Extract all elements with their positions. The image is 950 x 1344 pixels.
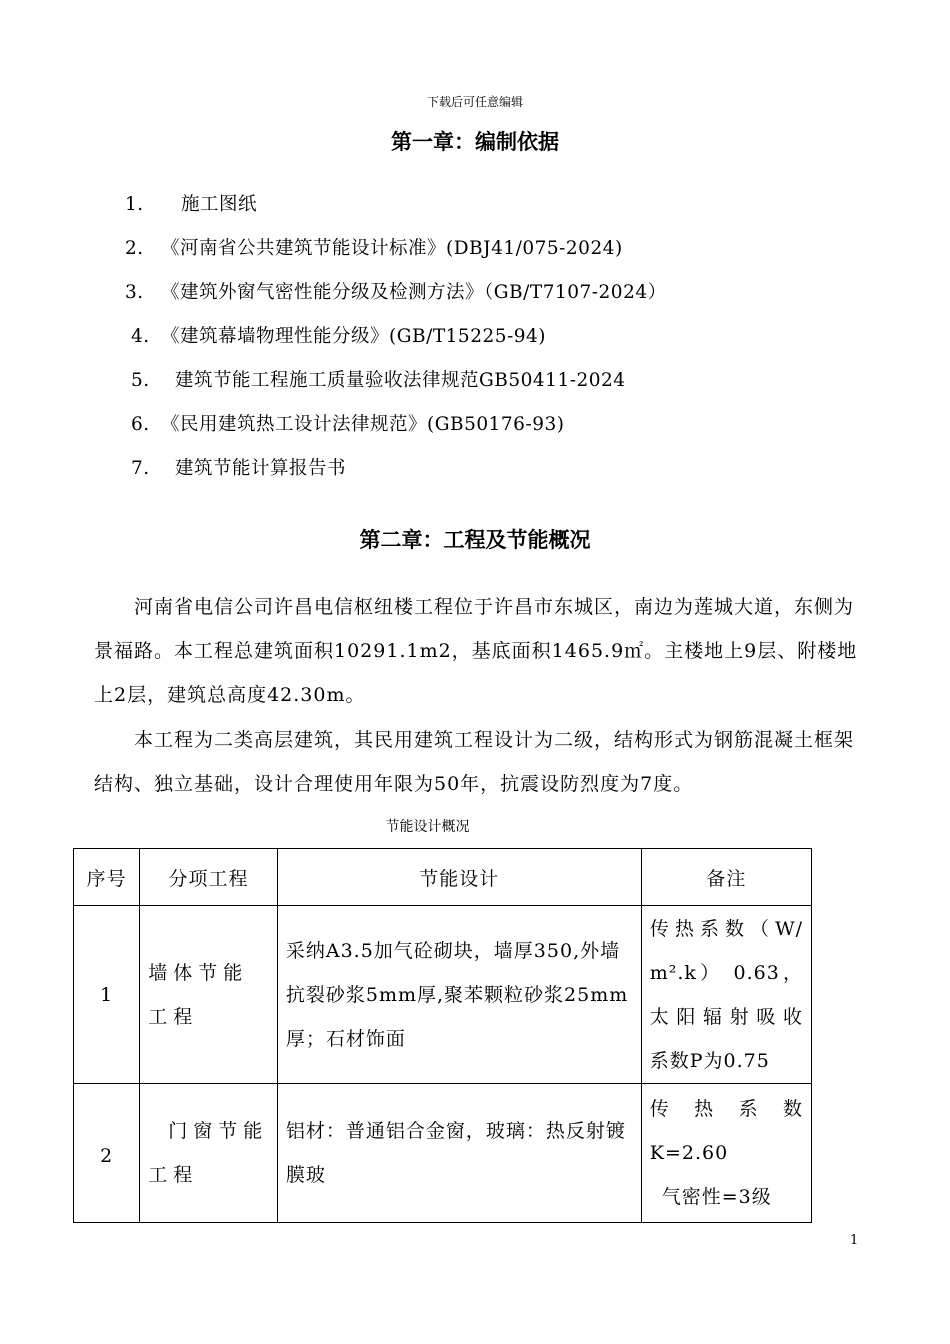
header-note: 下载后可任意编辑 [426,95,523,109]
header-design: 节能设计 [277,849,641,906]
row-note-cell [641,1084,811,1223]
row-design-cell [277,1084,641,1223]
row-item-cell [140,1084,278,1223]
list-item-text: 建筑节能计算报告书 [175,458,347,479]
list-item [125,190,257,224]
header-item: 分项工程 [140,849,278,906]
list-item-text: 《建筑幕墙物理性能分级》(GB/T15225-94) [161,326,547,347]
header-no: 序号 [74,849,140,906]
list-item-number: 7. [131,458,150,479]
row-design: 铝材：普通铝合金窗，玻璃：热反射镀膜玻 [285,1120,626,1186]
table-header-row [74,849,812,906]
list-item-number: 4. [131,326,150,347]
list-item-text: 《河南省公共建筑节能设计标准》(DBJ41/075-2024) [161,238,623,259]
page-number: 1 [850,1233,859,1248]
row-note-cell [641,906,811,1084]
list-item-number: 3. [125,282,144,303]
list-item-number: 1. [125,194,144,215]
row-item: 墙体节能工程 [148,961,249,1028]
list-item-text: 《建筑外窗气密性能分级及检测方法》（GB/T7107-2024） [161,282,667,303]
list-item-number: 5. [131,370,150,391]
list-item-text: 施工图纸 [181,194,258,215]
header-note-col: 备注 [641,849,811,906]
project-structure-paragraph: 本工程为二类高层建筑，其民用建筑工程设计为二级，结构形式为钢筋混凝土框架结构、独立基础，设计合理使用年限为50年，抗震设防烈度为7度。 [94,729,855,795]
energy-design-table [73,848,812,1223]
list-item [125,234,623,268]
row-note-line: m².k） 0.63， [649,961,803,984]
row-note-line: 传热系数 [649,1098,803,1120]
list-item-text: 《民用建筑热工设计法律规范》(GB50176-93) [161,414,565,435]
list-item-number: 2. [125,238,144,259]
row-item: 门窗节能工程 [148,1120,269,1186]
row-note-line: 传热系数（W/ [649,917,803,940]
row-note-line: 气密性=3级 [661,1186,772,1208]
row-note-line: 太阳辐射吸收 [649,1005,803,1028]
chapter-1-title: 第一章：编制依据 [391,130,559,154]
row-no: 2 [74,1084,140,1223]
row-design: 采纳A3.5加气砼砌块，墙厚350,外墙抗裂砂浆5mm厚,聚苯颗粒砂浆25mm厚；石材饰面 [285,939,629,1050]
row-design-cell [277,906,641,1084]
list-item-number: 6. [131,414,150,435]
row-note-line: K=2.60 [649,1142,729,1164]
chapter-2-title: 第二章：工程及节能概况 [359,528,591,552]
row-item-cell [140,906,278,1084]
project-overview-paragraph: 河南省电信公司许昌电信枢纽楼工程位于许昌市东城区，南边为莲城大道，东侧为景福路。本工程总建筑面积10291.1m2，基底面积1465.9㎡。主楼地上9层、附楼地上2层，建筑总高度42.30m。 [94,596,858,706]
list-item [125,278,667,312]
list-item [131,454,346,488]
table-caption: 节能设计概况 [385,819,470,835]
list-item [131,366,626,400]
row-no: 1 [74,906,140,1084]
row-note-line: 系数P为0.75 [649,1049,770,1072]
list-item [131,322,546,356]
table-row [74,1084,812,1223]
list-item-text: 建筑节能工程施工质量验收法律规范GB50411-2024 [175,370,626,391]
list-item [131,410,564,444]
table-row [74,906,812,1084]
